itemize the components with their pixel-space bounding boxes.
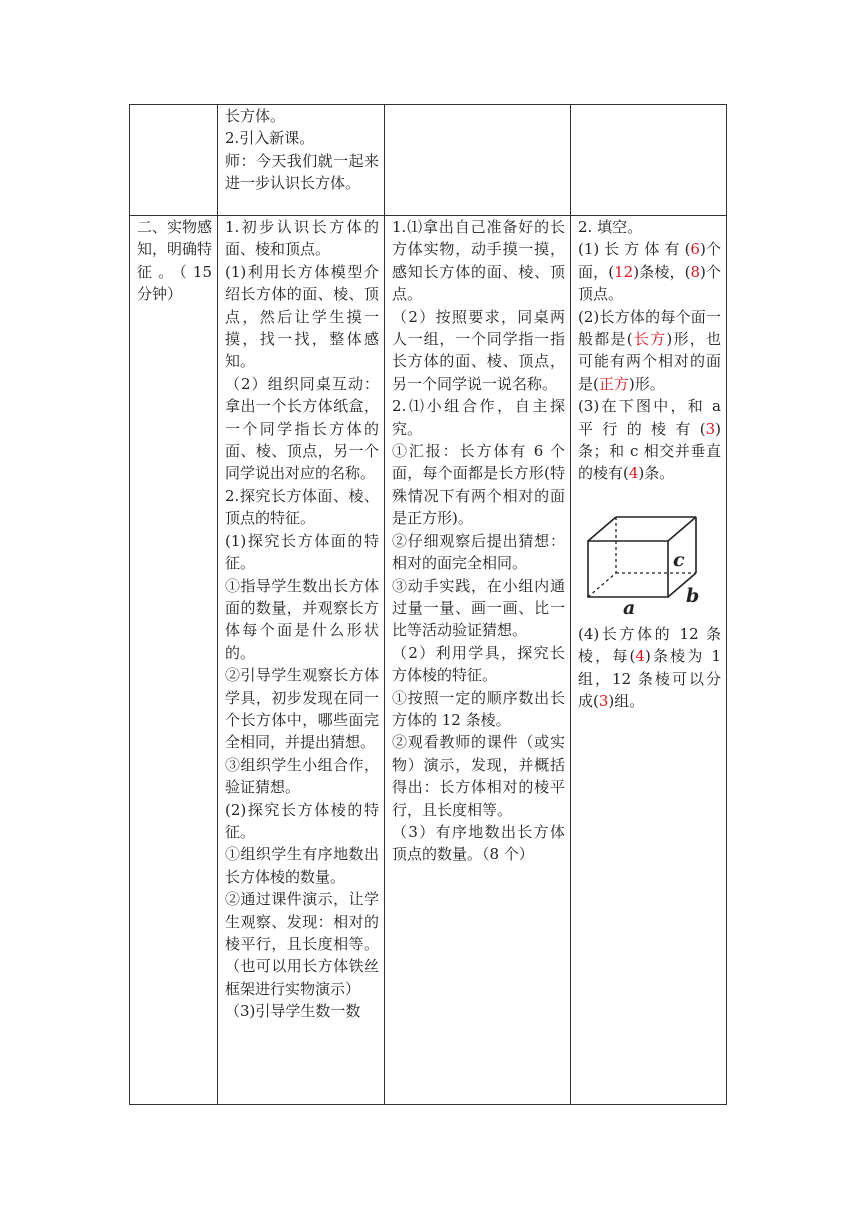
question-3 (578, 395, 721, 485)
exercise-cell (571, 105, 727, 216)
text-line: ②仔细观察后提出猜想：相对的面完全相同。 (392, 531, 565, 573)
cuboid-hidden-edge (588, 573, 616, 597)
stage-cell (130, 105, 218, 216)
answer-blank: 长方 (632, 330, 667, 349)
student-activity-cell (385, 216, 571, 1105)
teacher-activity-cell (218, 216, 385, 1105)
lesson-plan-table (129, 104, 727, 1105)
exercise-title: 2. 填空。 (578, 218, 643, 236)
text-line: 1.⑴拿出自己准备好的长方体实物，动手摸一摸，感知长方体的面、棱、顶点。 (392, 218, 565, 304)
stage-cell (130, 216, 228, 1105)
question-text: )条；和 c 相交并垂直的棱有( (578, 419, 721, 483)
answer-blank: 正方 (598, 374, 629, 393)
text-line: (1)利用长方体模型介绍长方体的面、棱、顶点，然后让学生摸一摸，找一找，整体感知。 (225, 262, 379, 371)
text-line: （3)引导学生数一数 (225, 1002, 361, 1021)
text-line: 2.⑴小组合作，自主探究。 (392, 397, 565, 438)
cuboid-diagram (584, 513, 708, 617)
table-row (130, 105, 727, 216)
answer-blank: 12 (614, 262, 634, 281)
text-line: （3）有序地数出长方体顶点的数量。（8 个） (392, 822, 565, 864)
answer-blank: 8 (690, 262, 700, 281)
question-text: (4)长方体的 12 条棱，每( (578, 624, 721, 666)
text-line: ①指导学生数出长方体面的数量，并观察长方体每个面是什么形状的。 (225, 576, 379, 662)
question-4 (578, 623, 721, 713)
stage-label: 二、实物感知，明确特征。（15 分钟） (137, 218, 228, 304)
text-line: ②通过课件演示，让学生观察、发现：相对的棱平行，且长度相等。（也可以用长方体铁丝框架进行实物演示） (225, 890, 379, 998)
cuboid-edge (668, 517, 696, 541)
cuboid-figure (584, 513, 721, 617)
text-line: 长方体。 (225, 107, 286, 125)
answer-blank: 3 (598, 692, 609, 711)
text-line: 1.初步认识长方体的面、棱和顶点。 (225, 218, 379, 259)
question-2 (578, 306, 721, 396)
text-line: ②观看教师的课件（或实物）演示，发现，并概括得出：长方体相对的棱平行，且长度相等。 (392, 733, 565, 819)
teacher-activity-cell (218, 105, 385, 216)
text-line: ①汇报：长方体有 6 个面，每个面都是长方形(特殊情况下有两个相对的面是正方形)。 (392, 442, 565, 528)
text-line: （2）组织同桌互动：拿出一个长方体纸盒，一个同学指长方体的面、棱、顶点，另一个同学说出对应的名称。 (225, 374, 379, 483)
cuboid-front-face (588, 541, 668, 597)
question-text: (1) 长 方 体 有 ( (578, 240, 691, 259)
answer-blank: 3 (705, 419, 716, 438)
text-line: ②引导学生观察长方体学具，初步发现在同一个长方体中，哪些面完全相同，并提出猜想。 (225, 666, 379, 752)
text-line: ③动手实践，在小组内通过量一量、画一画、比一比等活动验证猜想。 (392, 576, 565, 640)
exercise-cell (571, 216, 727, 1105)
text-line: ①组织学生有序地数出长方体棱的数量。 (225, 845, 379, 886)
label-a: a (623, 596, 636, 617)
table-row (130, 216, 727, 1105)
answer-blank: 6 (690, 240, 700, 259)
text-line: ③组织学生小组合作，验证猜想。 (225, 755, 379, 797)
text-line: 师：今天我们就一起来进一步认识长方体。 (225, 151, 379, 193)
question-text: )个顶点。 (578, 262, 721, 304)
text-line: （2）利用学具，探究长方体棱的特征。 (392, 643, 565, 685)
text-line: ①按照一定的顺序数出长方体的 12 条棱。 (392, 688, 565, 729)
text-line: （2）按照要求，同桌两人一组，一个同学指一指长方体的面、棱、顶点，另一个同学说一说名称。 (392, 307, 565, 393)
label-b: b (686, 584, 700, 607)
question-text: (3)在下图中，和 a 平 行 的 棱 有 ( (578, 397, 721, 438)
answer-blank: 4 (635, 647, 645, 666)
text-line: (2)探究长方体棱的特征。 (225, 800, 379, 841)
question-text: )形。 (628, 374, 665, 393)
question-text: )组。 (608, 692, 645, 711)
question-text: )形，也可能有两个相对的面是( (578, 330, 721, 393)
cuboid-edge (588, 517, 616, 541)
question-text: (2)长方体的每个面一般都是( (578, 307, 721, 349)
question-text: )条。 (638, 464, 675, 483)
question-text: )个面，( (578, 240, 721, 281)
text-line: 2.探究长方体面、棱、顶点的特征。 (225, 486, 379, 528)
answer-blank: 4 (628, 464, 639, 483)
question-text: )条棱，( (633, 262, 691, 281)
text-line: (1)探究长方体面的特征。 (225, 531, 379, 573)
student-activity-cell (385, 105, 571, 216)
question-text: )条棱为 1 组，12 条棱可以分成( (578, 647, 721, 711)
question-1 (578, 238, 721, 305)
text-line: 2.引入新课。 (225, 129, 315, 148)
label-c: c (673, 548, 685, 571)
